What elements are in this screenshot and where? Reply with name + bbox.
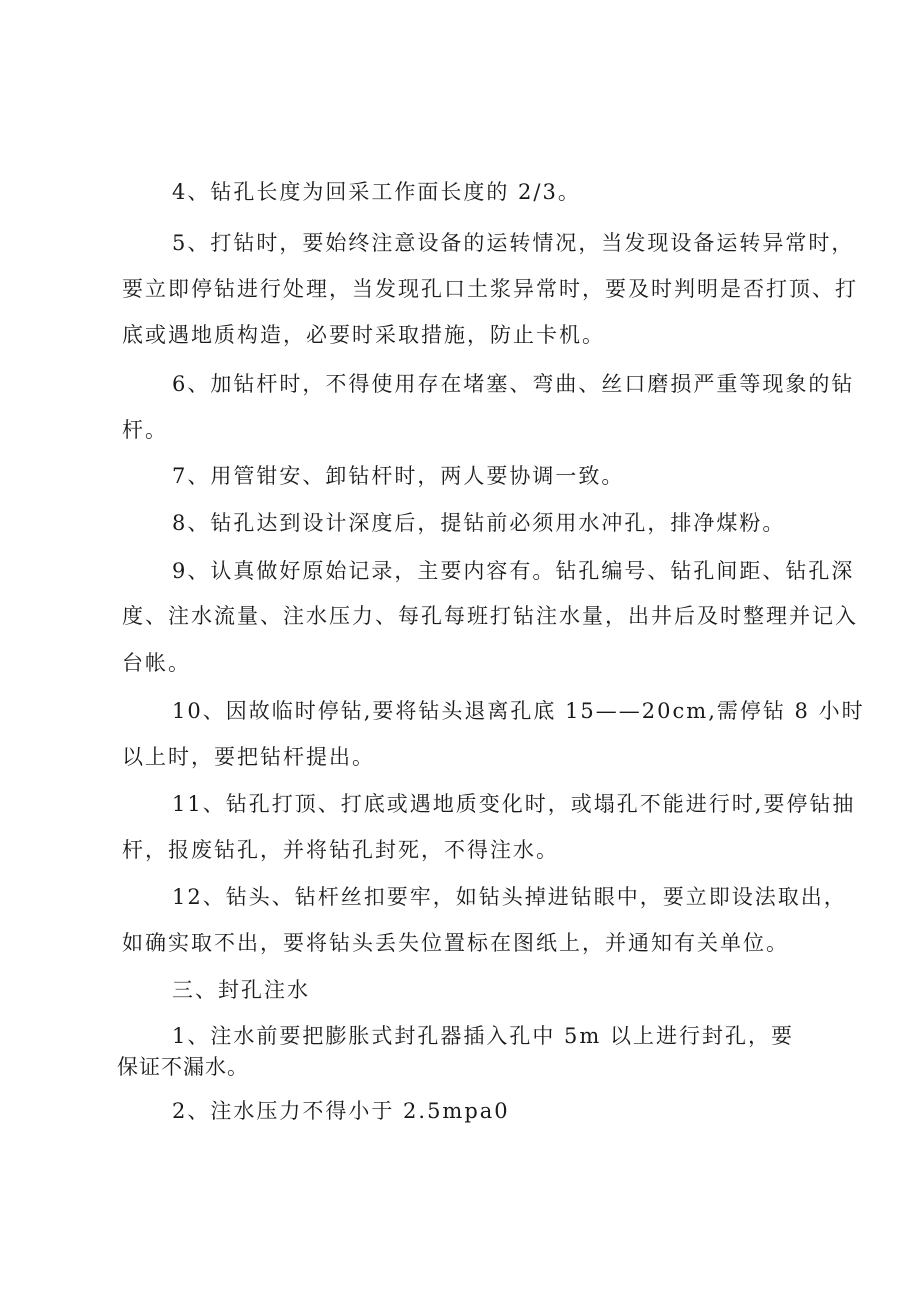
paragraph-11-line-1: 11、钻孔打顶、打底或遇地质变化时，或塌孔不能进行时,要停钻抽 (172, 792, 856, 816)
paragraph-7-line-1: 7、用管钳安、卸钻杆时，两人要协调一致。 (172, 464, 625, 488)
paragraph-5-line-1: 5、打钻时，要始终注意设备的运转情况，当发现设备运转异常时， (172, 231, 855, 255)
section-3-item-1-line-2: 保证不漏水。 (117, 1055, 249, 1079)
section-3-item-2-line-1: 2、注水压力不得小于 2.5mpa0 (172, 1099, 510, 1123)
paragraph-10-line-2: 以上时，要把钻杆提出。 (122, 745, 375, 769)
paragraph-5-line-3: 底或遇地质构造，必要时采取措施，防止卡机。 (122, 323, 605, 347)
paragraph-12-line-1: 12、钻头、钻杆丝扣要牢，如钻头掉进钻眼中，要立即设法取出， (172, 885, 847, 909)
paragraph-6-line-1: 6、加钻杆时，不得使用存在堵塞、弯曲、丝口磨损严重等现象的钻 (172, 372, 855, 396)
section-3-item-1-line-1: 1、注水前要把膨胀式封孔器插入孔中 5m 以上进行封孔，要 (172, 1024, 794, 1048)
paragraph-9-line-3: 台帐。 (122, 651, 191, 675)
paragraph-12-line-2: 如确实取不出，要将钻头丢失位置标在图纸上，并通知有关单位。 (122, 931, 789, 955)
paragraph-8-line-1: 8、钻孔达到设计深度后，提钻前必须用水冲孔，排净煤粉。 (172, 511, 786, 535)
paragraph-9-line-1: 9、认真做好原始记录，主要内容有。钻孔编号、钻孔间距、钻孔深 (172, 559, 855, 583)
paragraph-6-line-2: 杆。 (122, 418, 168, 442)
paragraph-4-line-1: 4、钻孔长度为回采工作面长度的 2/3。 (172, 180, 581, 204)
section-heading-3: 三、封孔注水 (172, 978, 310, 1002)
paragraph-5-line-2: 要立即停钻进行处理，当发现孔口土浆异常时，要及时判明是否打顶、打 (122, 277, 858, 301)
paragraph-10-line-1: 10、因故临时停钻,要将钻头退离孔底 15——20cm,需停钻 8 小时 (172, 699, 865, 723)
paragraph-11-line-2: 杆，报废钻孔，并将钻孔封死，不得注水。 (122, 838, 559, 862)
paragraph-9-line-2: 度、注水流量、注水压力、每孔每班打钻注水量，出井后及时整理并记入 (122, 604, 858, 628)
